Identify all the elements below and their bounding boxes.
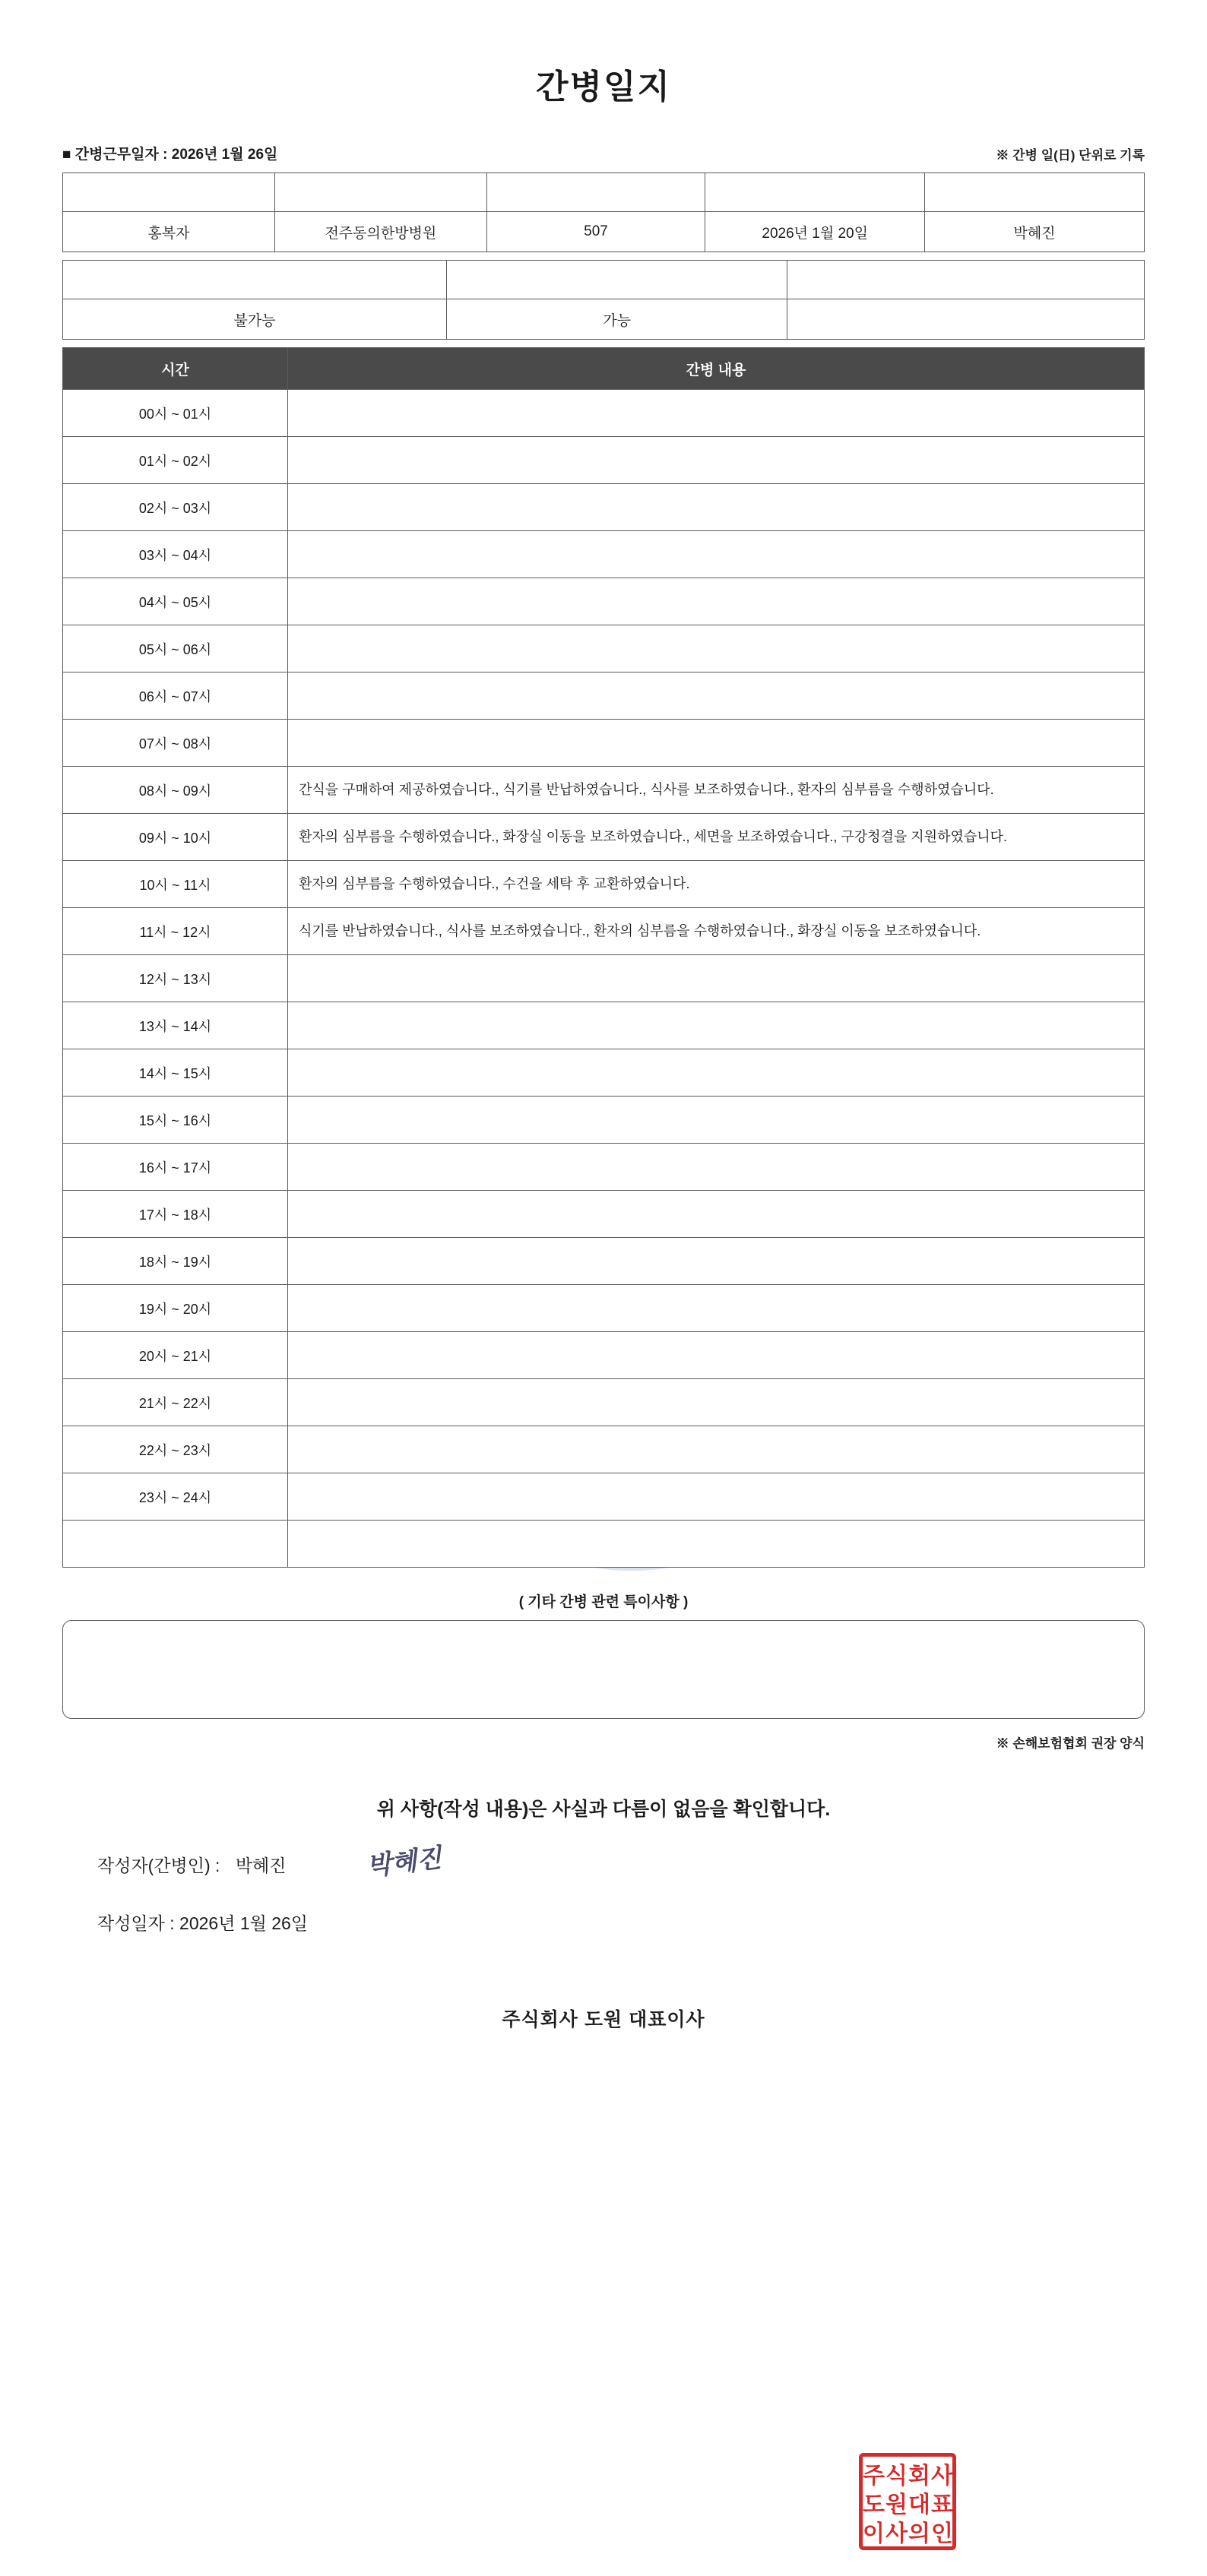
company-line: 주식회사 도원 대표이사 (502, 2009, 705, 2030)
td-hospital: 전주동의한방병원 (274, 212, 486, 252)
meta-row (62, 143, 1145, 172)
table-row (63, 1285, 1145, 1332)
cell-note (287, 484, 1144, 531)
cell-note (287, 578, 1144, 625)
td-room-number: 507 (486, 212, 705, 252)
cell-time: 12시 ~ 13시 (63, 955, 288, 1002)
th-self-walking: 자가 보행 (63, 261, 447, 299)
th-room-number: 병실호수 (486, 173, 705, 212)
table-row (63, 437, 1145, 484)
writer-name: 박혜진 (235, 1856, 287, 1875)
cell-time: 01시 ~ 02시 (63, 437, 288, 484)
care-log-table (62, 347, 1145, 1568)
association-note: ※ 손해보험협회 권장 양식 (996, 1736, 1145, 1751)
cell-note (287, 390, 1144, 437)
cell-time: 15시 ~ 16시 (63, 1097, 288, 1144)
td-admission-date: 2026년 1월 20일 (705, 212, 925, 252)
cell-note (287, 720, 1144, 767)
cell-note (287, 1379, 1144, 1426)
cell-time: 16시 ~ 17시 (63, 1144, 288, 1191)
cell-time: 07시 ~ 08시 (63, 720, 288, 767)
cell-note (287, 1191, 1144, 1238)
cell-time: 11시 ~ 12시 (63, 908, 288, 955)
cell-time: 20시 ~ 21시 (63, 1332, 288, 1379)
cell-note (287, 1097, 1144, 1144)
etc-notes-box[interactable] (62, 1620, 1145, 1719)
cell-time: 04시 ~ 05시 (63, 578, 288, 625)
table-row (63, 720, 1145, 767)
th-oral-intake: 음식 경구 섭취 (447, 261, 787, 299)
th-care-content: 간병 내용 (287, 348, 1144, 390)
signature-mark: 박혜진 (365, 1843, 444, 1882)
td-tube-insertion (787, 299, 1145, 340)
th-patient-name: 환자성명 (63, 173, 275, 212)
cell-time: 22시 ~ 23시 (63, 1426, 288, 1473)
cell-time: 00시 ~ 01시 (63, 390, 288, 437)
cell-note (287, 672, 1144, 720)
cell-note: 식기를 반납하였습니다., 식사를 보조하였습니다., 환자의 심부름을 수행하였습니다., 화장실 이동을 보조하였습니다. (287, 908, 1144, 955)
table-row (63, 1144, 1145, 1191)
table-row (63, 861, 1145, 908)
table-row (63, 1097, 1145, 1144)
cell-time: 06시 ~ 07시 (63, 672, 288, 720)
td-self-walking: 불가능 (63, 299, 447, 340)
cell-note (287, 1144, 1144, 1191)
th-hospital: 의료기관 (274, 173, 486, 212)
cell-note (287, 1473, 1144, 1521)
cell-time: 19시 ~ 20시 (63, 1285, 288, 1332)
table-row (63, 390, 1145, 437)
cell-note (287, 437, 1144, 484)
cell-note (287, 1521, 1144, 1568)
writer-line (62, 1843, 1145, 1882)
cell-note (287, 1285, 1144, 1332)
cell-note (287, 531, 1144, 578)
cell-note: 환자의 심부름을 수행하였습니다., 수건을 세탁 후 교환하였습니다. (287, 861, 1144, 908)
table-row (63, 1191, 1145, 1238)
cell-note (287, 1002, 1144, 1049)
cell-note: 간식을 구매하여 제공하였습니다., 식기를 반납하였습니다., 식사를 보조하였습니다., 환자의 심부름을 수행하였습니다. (287, 767, 1144, 814)
cell-time: 13시 ~ 14시 (63, 1002, 288, 1049)
table-row (63, 1002, 1145, 1049)
stamp-line-3: 이사의인 (863, 2521, 954, 2546)
company-seal-stamp (859, 2453, 956, 2550)
table-row (63, 908, 1145, 955)
td-oral-intake: 가능 (447, 299, 787, 340)
cell-note: 환자의 심부름을 수행하였습니다., 화장실 이동을 보조하였습니다., 세면을 보조하였습니다., 구강청결을 지원하였습니다. (287, 814, 1144, 861)
cell-time: 08시 ~ 09시 (63, 767, 288, 814)
td-caregiver-name: 박혜진 (925, 212, 1145, 252)
th-admission-date: 입원날짜 (705, 173, 925, 212)
cell-note (287, 955, 1144, 1002)
cell-note (287, 1049, 1144, 1097)
table-row (63, 672, 1145, 720)
writer-label: 작성자(간병인) : (97, 1856, 220, 1875)
stamp-line-2: 도원대표 (863, 2492, 954, 2517)
table-row (63, 814, 1145, 861)
table-row (63, 531, 1145, 578)
th-tube-insertion: 체내 관 삽입 (787, 261, 1145, 299)
patient-info-table (62, 172, 1145, 252)
table-row (63, 1379, 1145, 1426)
cell-time: 14시 ~ 15시 (63, 1049, 288, 1097)
table-row (63, 955, 1145, 1002)
cell-note (287, 1332, 1144, 1379)
confirmation-text: 위 사항(작성 내용)은 사실과 다름이 없음을 확인합니다. (376, 1799, 831, 1820)
cell-note (287, 1426, 1144, 1473)
table-row (63, 1473, 1145, 1521)
cell-time: 02시 ~ 03시 (63, 484, 288, 531)
cell-time: 17시 ~ 18시 (63, 1191, 288, 1238)
table-row (63, 212, 1145, 252)
th-caregiver-name: 간병인명 (925, 173, 1145, 212)
th-time: 시간 (63, 348, 288, 390)
cell-note (287, 625, 1144, 672)
write-date-label: 작성일자 : (97, 1913, 175, 1933)
table-row (63, 1332, 1145, 1379)
work-date (62, 143, 277, 163)
work-date-label: ■ 간병근무일자 : (62, 147, 168, 163)
table-row (63, 1521, 1145, 1568)
table-row (63, 578, 1145, 625)
table-row (63, 1238, 1145, 1285)
cell-time: 10시 ~ 11시 (63, 861, 288, 908)
cell-time: 03시 ~ 04시 (63, 531, 288, 578)
table-header-row (63, 173, 1145, 212)
table-header-row (63, 348, 1145, 390)
write-date-line (62, 1910, 1145, 1935)
cell-note (287, 1238, 1144, 1285)
td-patient-name: 홍복자 (63, 212, 275, 252)
cell-time: 09시 ~ 10시 (63, 814, 288, 861)
stamp-line-1: 주식회사 (863, 2464, 954, 2489)
table-row (63, 299, 1145, 340)
table-row (63, 625, 1145, 672)
unit-note: ※ 간병 일(日) 단위로 기록 (996, 148, 1145, 163)
cell-time: 18시 ~ 19시 (63, 1238, 288, 1285)
table-header-row (63, 261, 1145, 299)
table-row (63, 484, 1145, 531)
cell-time: 23시 ~ 24시 (63, 1473, 288, 1521)
cell-time: 05시 ~ 06시 (63, 625, 288, 672)
cell-time: 21시 ~ 22시 (63, 1379, 288, 1426)
table-row (63, 1426, 1145, 1473)
table-row (63, 1049, 1145, 1097)
work-date-value: 2026년 1월 26일 (171, 147, 278, 163)
write-date-value: 2026년 1월 26일 (179, 1913, 309, 1933)
page-title: 간병일지 (535, 68, 671, 106)
etc-section-title: ( 기타 간병 관련 특이사항 ) (518, 1594, 689, 1610)
table-row (63, 767, 1145, 814)
cell-time (63, 1521, 288, 1568)
condition-table (62, 260, 1145, 340)
